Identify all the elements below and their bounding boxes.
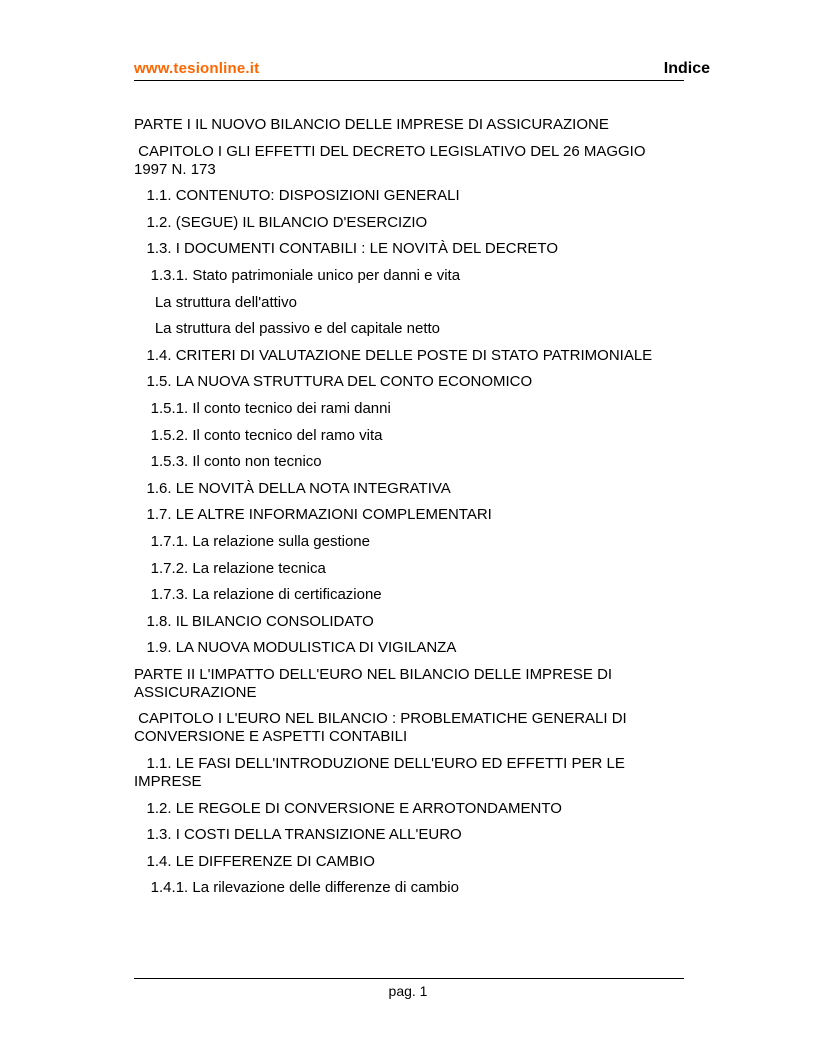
toc-entry[interactable] <box>134 427 674 445</box>
toc-entry-indent <box>134 267 151 284</box>
toc-entry-text: 1.2. LE REGOLE DI CONVERSIONE E ARROTONDAMENTO <box>146 799 562 817</box>
toc-entry[interactable] <box>134 373 674 391</box>
toc-entry-text: 1.4. LE DIFFERENZE DI CAMBIO <box>146 852 375 870</box>
toc-entry[interactable] <box>134 533 674 551</box>
toc-entry-indent <box>134 400 151 417</box>
toc-entry-indent <box>134 240 147 257</box>
toc-entry-text: 1.8. IL BILANCIO CONSOLIDATO <box>146 612 374 630</box>
toc-entry-indent <box>134 533 151 550</box>
toc-entry-text: PARTE II L'IMPATTO DELL'EURO NEL BILANCIO DELLE IMPRESE DI ASSICURAZIONE <box>134 665 613 701</box>
toc-entry-indent <box>134 755 147 772</box>
page-title: Indice <box>663 60 710 77</box>
toc-entry-text: La struttura dell'attivo <box>154 293 297 311</box>
toc-entry-indent <box>134 187 147 204</box>
toc-entry-text: 1.1. LE FASI DELL'INTRODUZIONE DELL'EURO ED EFFETTI PER LE IMPRESE <box>134 755 625 791</box>
toc-entry-text: 1.2. (SEGUE) IL BILANCIO D'ESERCIZIO <box>146 213 428 231</box>
toc-entry-indent <box>134 373 147 390</box>
toc-entry[interactable] <box>134 639 674 657</box>
toc-entry-text: CAPITOLO I L'EURO NEL BILANCIO : PROBLEMATICHE GENERALI DI CONVERSIONE E ASPETTI CONTABILI <box>134 710 627 746</box>
toc-entry-text: 1.7.2. La relazione tecnica <box>150 559 326 577</box>
header-divider <box>134 80 684 81</box>
toc-entry[interactable] <box>134 347 674 365</box>
table-of-contents <box>134 116 674 906</box>
toc-entry-indent <box>134 480 147 497</box>
toc-entry[interactable] <box>134 666 674 702</box>
toc-entry[interactable] <box>134 453 674 471</box>
toc-entry-text: 1.4. CRITERI DI VALUTAZIONE DELLE POSTE DI STATO PATRIMONIALE <box>146 346 653 364</box>
toc-entry[interactable] <box>134 710 674 746</box>
toc-entry-indent <box>134 453 151 470</box>
toc-entry[interactable] <box>134 613 674 631</box>
toc-entry[interactable] <box>134 853 674 871</box>
toc-entry[interactable] <box>134 560 674 578</box>
toc-entry-indent <box>134 320 155 337</box>
toc-entry-text: 1.3. I DOCUMENTI CONTABILI : LE NOVITÀ DEL DECRETO <box>146 240 558 258</box>
toc-entry-indent <box>134 294 155 311</box>
page-number: pag. 1 <box>388 983 428 999</box>
toc-entry[interactable] <box>134 143 674 179</box>
toc-entry-indent <box>134 613 147 630</box>
toc-entry-indent <box>134 853 147 870</box>
toc-entry-text: 1.4.1. La rilevazione delle differenze di cambio <box>150 879 459 897</box>
toc-entry-text: 1.3.1. Stato patrimoniale unico per danni e vita <box>150 266 461 284</box>
toc-entry-text: 1.1. CONTENUTO: DISPOSIZIONI GENERALI <box>146 187 460 205</box>
toc-entry-text: 1.7.3. La relazione di certificazione <box>150 586 382 604</box>
toc-entry[interactable] <box>134 187 674 205</box>
toc-entry-text: 1.5. LA NUOVA STRUTTURA DEL CONTO ECONOMICO <box>146 373 533 391</box>
toc-entry-text: 1.5.1. Il conto tecnico dei rami danni <box>150 399 391 417</box>
toc-entry-text: La struttura del passivo e del capitale netto <box>154 320 441 338</box>
toc-entry-text: 1.7. LE ALTRE INFORMAZIONI COMPLEMENTARI <box>146 506 492 524</box>
toc-entry-indent <box>134 586 151 603</box>
toc-entry-text: 1.5.2. Il conto tecnico del ramo vita <box>150 426 383 444</box>
toc-entry-text: 1.5.3. Il conto non tecnico <box>150 453 322 471</box>
toc-entry[interactable] <box>134 800 674 818</box>
toc-entry-indent <box>134 826 147 843</box>
toc-entry-indent <box>134 639 147 656</box>
toc-entry[interactable] <box>134 826 674 844</box>
toc-entry-indent <box>134 347 147 364</box>
toc-entry-indent <box>134 800 147 817</box>
toc-entry-text: 1.3. I COSTI DELLA TRANSIZIONE ALL'EURO <box>146 826 462 844</box>
toc-entry-text: 1.6. LE NOVITÀ DELLA NOTA INTEGRATIVA <box>146 479 451 497</box>
toc-entry[interactable] <box>134 586 674 604</box>
toc-entry-text: 1.9. LA NUOVA MODULISTICA DI VIGILANZA <box>146 639 457 657</box>
toc-entry-text: 1.7.1. La relazione sulla gestione <box>150 532 370 550</box>
toc-entry-indent <box>134 214 147 231</box>
site-link[interactable]: www.tesionline.it <box>134 60 260 77</box>
toc-entry-indent <box>134 879 151 896</box>
toc-entry[interactable] <box>134 480 674 498</box>
footer-divider <box>134 978 684 979</box>
toc-entry[interactable] <box>134 240 674 258</box>
toc-entry[interactable] <box>134 267 674 285</box>
toc-entry[interactable] <box>134 879 674 897</box>
toc-entry[interactable] <box>134 755 674 791</box>
toc-entry[interactable] <box>134 320 674 338</box>
toc-entry-indent <box>134 506 147 523</box>
toc-entry[interactable] <box>134 400 674 418</box>
toc-entry-text: CAPITOLO I GLI EFFETTI DEL DECRETO LEGISLATIVO DEL 26 MAGGIO 1997 N. 173 <box>134 142 646 178</box>
toc-entry-indent <box>134 427 151 444</box>
toc-entry-indent <box>134 560 151 577</box>
toc-entry[interactable] <box>134 294 674 312</box>
toc-entry[interactable] <box>134 506 674 524</box>
toc-entry[interactable] <box>134 214 674 232</box>
toc-entry[interactable] <box>134 116 674 134</box>
toc-entry-text: PARTE I IL NUOVO BILANCIO DELLE IMPRESE DI ASSICURAZIONE <box>134 116 609 133</box>
